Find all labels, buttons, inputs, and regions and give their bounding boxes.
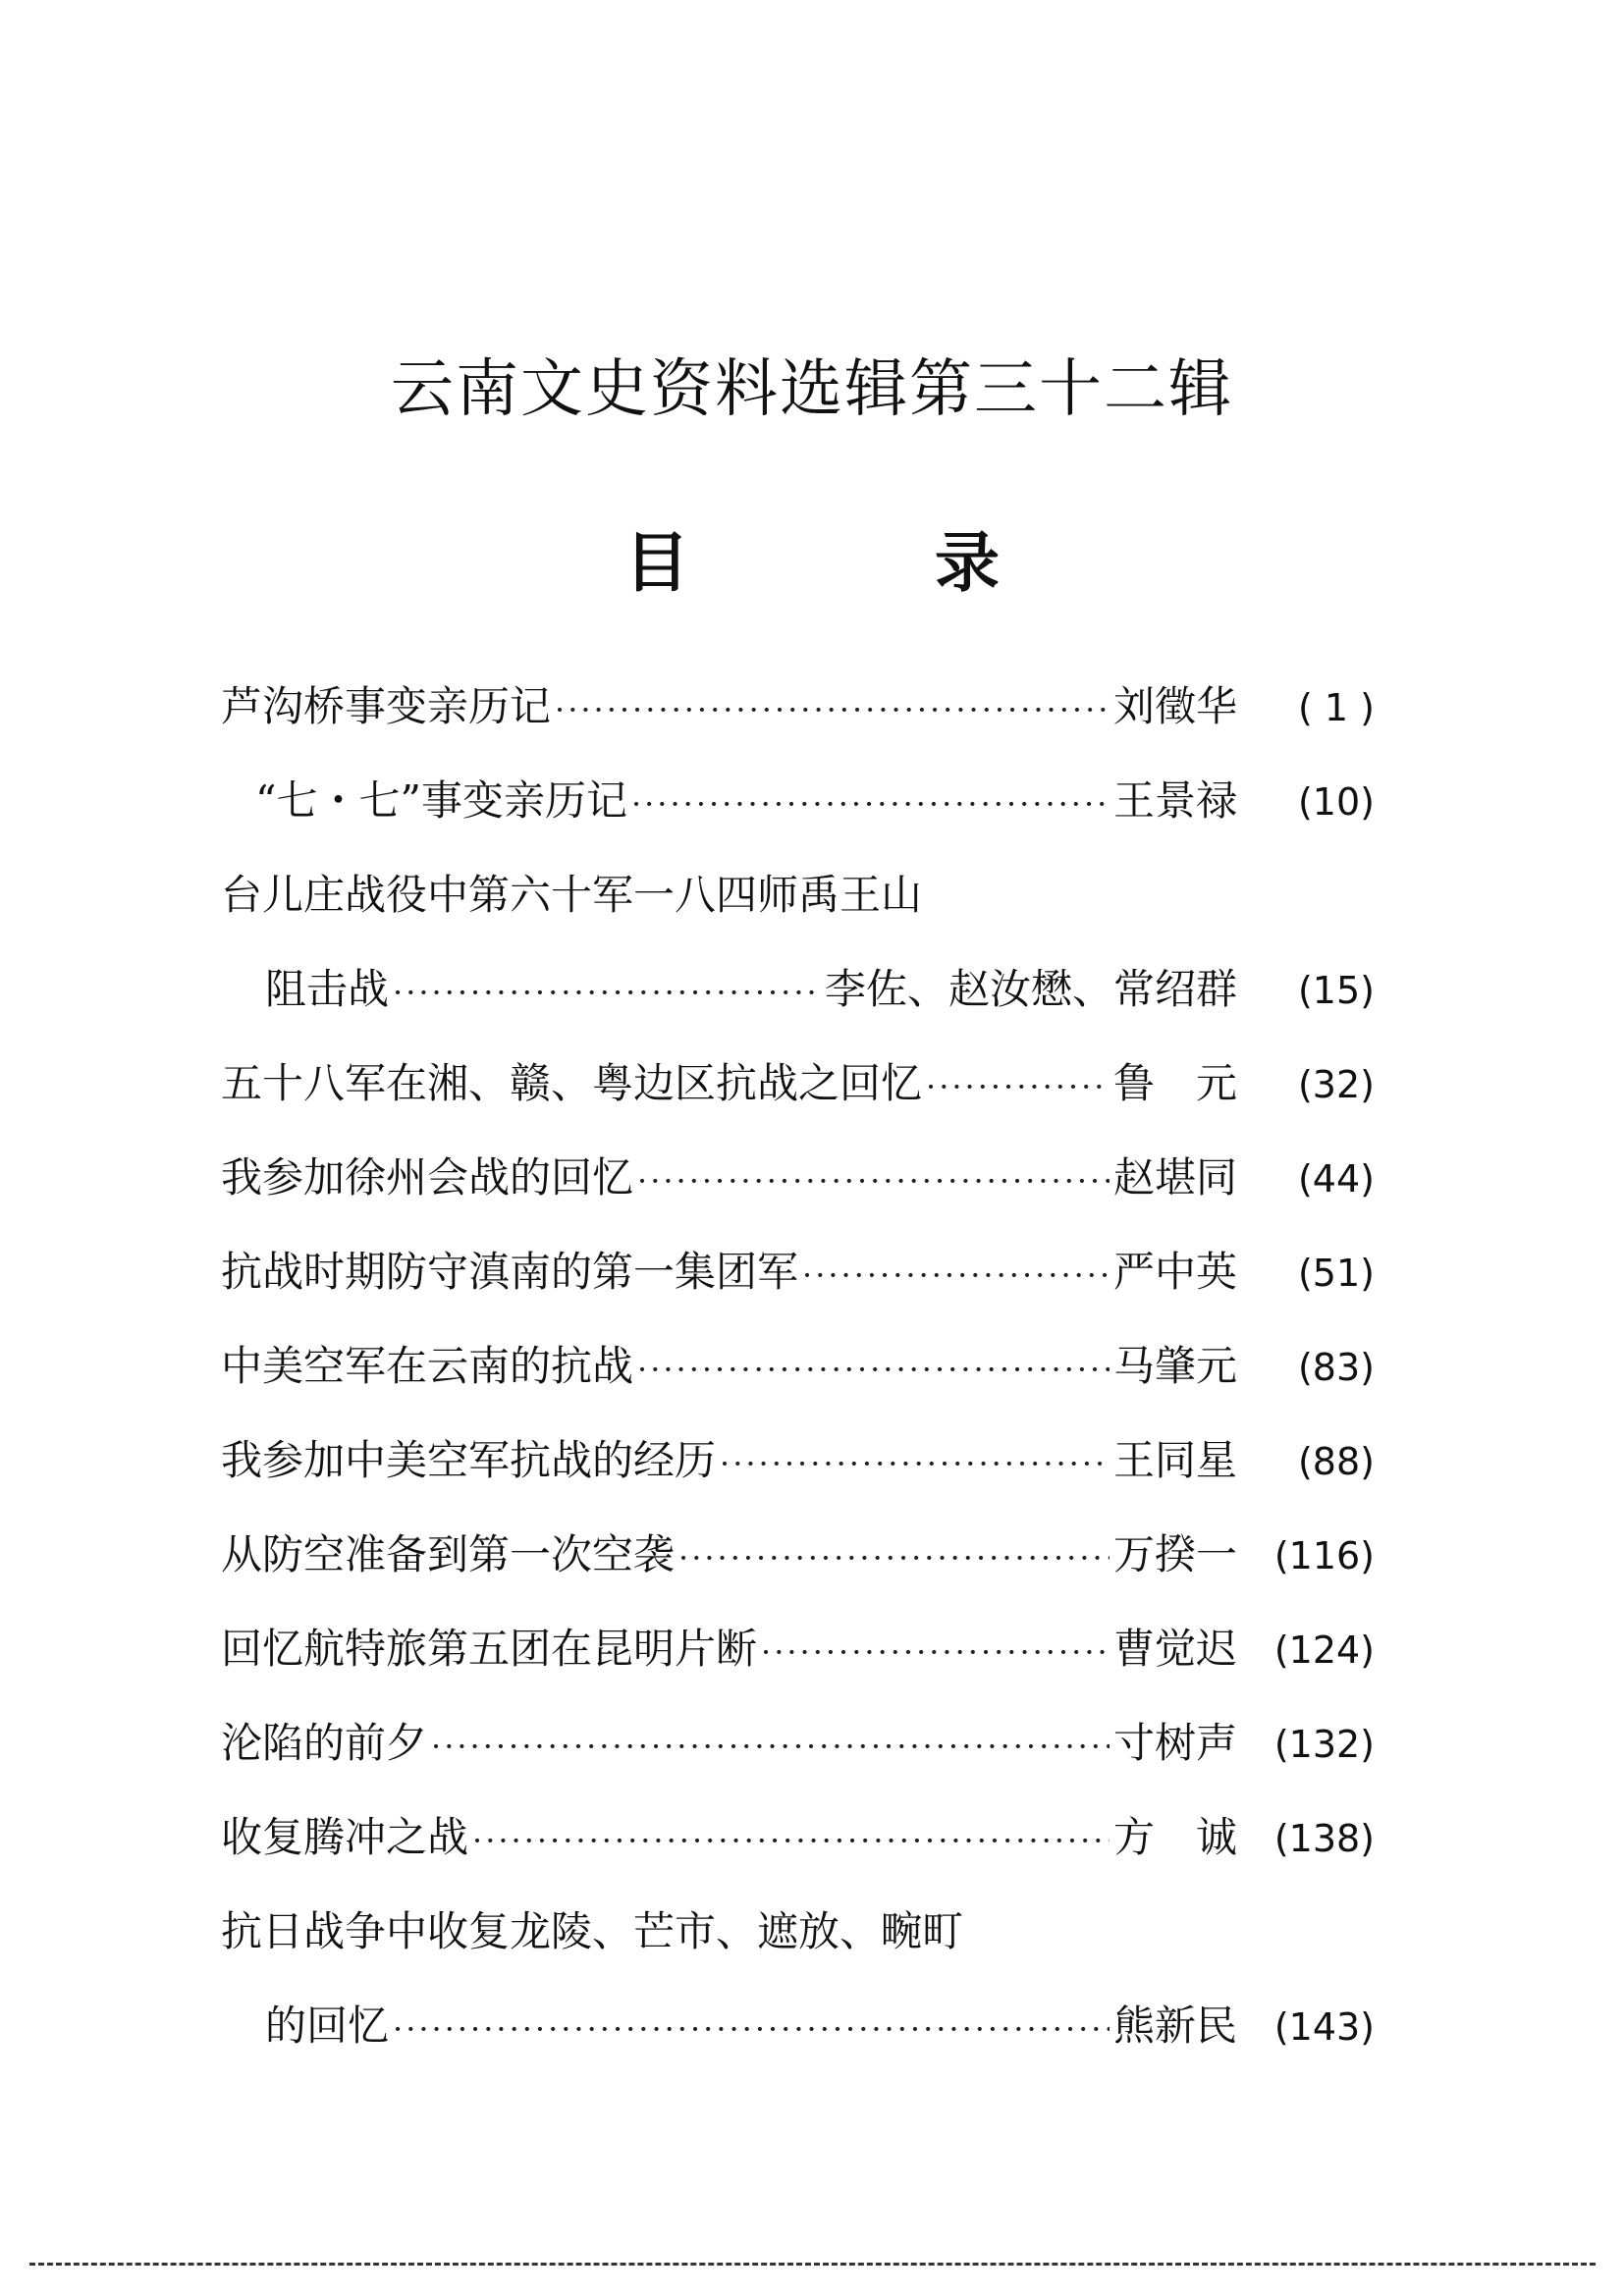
leader-dots bbox=[555, 663, 1110, 757]
table-of-contents bbox=[221, 660, 1375, 2073]
leader-dots bbox=[720, 1416, 1110, 1511]
toc-entry-title: 沦陷的前夕 bbox=[221, 1719, 428, 1767]
toc-entry-page: (44) bbox=[1297, 1157, 1375, 1201]
toc-entry-author: 方 诚 bbox=[1112, 1813, 1237, 1861]
toc-entry-author: 严中英 bbox=[1112, 1248, 1237, 1296]
toc-entry-title: 我参加中美空军抗战的经历 bbox=[221, 1436, 717, 1484]
toc-entry-page: (10) bbox=[1297, 780, 1375, 824]
toc-entry-author: 寸树声 bbox=[1112, 1719, 1237, 1767]
toc-entry bbox=[221, 1131, 1375, 1225]
toc-entry-title: 台儿庄战役中第六十军一八四师禹王山 bbox=[221, 871, 923, 919]
toc-entry-author: 赵堪同 bbox=[1112, 1153, 1237, 1201]
toc-heading-char-2: 录 bbox=[935, 525, 1000, 601]
toc-entry-author: 曹觉迟 bbox=[1112, 1625, 1237, 1673]
toc-entry bbox=[221, 754, 1375, 848]
toc-entry-title: 回忆航特旅第五团在昆明片断 bbox=[221, 1625, 758, 1673]
leader-dots bbox=[637, 1134, 1110, 1228]
toc-entry-author: 鲁 元 bbox=[1112, 1059, 1237, 1107]
toc-entry-author: 马肇元 bbox=[1112, 1342, 1237, 1390]
toc-entry bbox=[221, 1885, 1375, 1979]
toc-entry-title: 从防空准备到第一次空袭 bbox=[221, 1530, 676, 1578]
leader-dots bbox=[802, 1228, 1110, 1322]
toc-entry-title: 的回忆 bbox=[265, 2002, 390, 2050]
toc-entry-title: “七・七”事变亲历记 bbox=[255, 776, 627, 825]
toc-entry-title: 抗日战争中收复龙陵、芒市、遮放、畹町 bbox=[221, 1907, 964, 1955]
toc-entry-page: (138) bbox=[1273, 1817, 1375, 1860]
leader-dots bbox=[631, 757, 1110, 851]
toc-entry-page: (124) bbox=[1273, 1629, 1375, 1672]
toc-entry bbox=[221, 1037, 1375, 1131]
toc-entry-title: 阻击战 bbox=[265, 965, 390, 1013]
toc-entry-page: (143) bbox=[1273, 2005, 1375, 2049]
leader-dots bbox=[678, 1511, 1110, 1605]
toc-entry-author: 李佐、赵汝懋、常绍群 bbox=[824, 965, 1237, 1013]
toc-entry bbox=[221, 660, 1375, 754]
toc-entry bbox=[221, 848, 1375, 942]
leader-dots bbox=[472, 1793, 1110, 1888]
toc-entry-author: 万揆一 bbox=[1112, 1530, 1237, 1578]
toc-entry bbox=[221, 1225, 1375, 1319]
toc-entry bbox=[221, 1414, 1375, 1508]
toc-heading-char-1: 目 bbox=[624, 525, 689, 601]
toc-entry-author: 刘徵华 bbox=[1112, 682, 1237, 730]
toc-entry-page: ( 1 ) bbox=[1298, 686, 1375, 729]
toc-entry bbox=[221, 1696, 1375, 1790]
leader-dots bbox=[637, 1322, 1110, 1416]
toc-entry-title: 中美空军在云南的抗战 bbox=[221, 1342, 634, 1390]
document-title: 云南文史资料选辑第三十二辑 bbox=[391, 353, 1233, 426]
toc-entry-page: (132) bbox=[1273, 1723, 1375, 1766]
toc-entry-author: 熊新民 bbox=[1112, 2002, 1237, 2050]
toc-entry-title: 我参加徐州会战的回忆 bbox=[221, 1153, 634, 1201]
toc-entry-page: (15) bbox=[1297, 969, 1375, 1012]
toc-entry-author: 王同星 bbox=[1112, 1436, 1237, 1484]
toc-entry bbox=[221, 1508, 1375, 1602]
toc-entry-title: 收复腾冲之战 bbox=[221, 1813, 469, 1861]
leader-dots bbox=[761, 1605, 1110, 1699]
bottom-dashed-rule bbox=[29, 2263, 1596, 2266]
toc-entry bbox=[221, 1790, 1375, 1885]
toc-entry bbox=[221, 1319, 1375, 1414]
leader-dots bbox=[431, 1699, 1110, 1793]
toc-entry-page: (116) bbox=[1273, 1534, 1375, 1577]
toc-entry-page: (32) bbox=[1297, 1063, 1375, 1106]
toc-entry-title: 五十八军在湘、赣、粤边区抗战之回忆 bbox=[221, 1059, 923, 1107]
leader-dots bbox=[393, 945, 821, 1040]
toc-entry bbox=[221, 942, 1375, 1037]
leader-dots bbox=[926, 1040, 1110, 1134]
toc-entry-author: 王景禄 bbox=[1112, 776, 1237, 825]
toc-entry-title: 芦沟桥事变亲历记 bbox=[221, 682, 552, 730]
toc-entry bbox=[221, 1602, 1375, 1696]
toc-entry-title: 抗战时期防守滇南的第一集团军 bbox=[221, 1248, 799, 1296]
toc-entry-page: (83) bbox=[1297, 1346, 1375, 1389]
toc-entry-page: (88) bbox=[1297, 1440, 1375, 1483]
toc-entry-page: (51) bbox=[1297, 1252, 1375, 1295]
toc-heading bbox=[0, 510, 1624, 604]
toc-entry bbox=[221, 1979, 1375, 2073]
leader-dots bbox=[393, 1982, 1110, 2076]
